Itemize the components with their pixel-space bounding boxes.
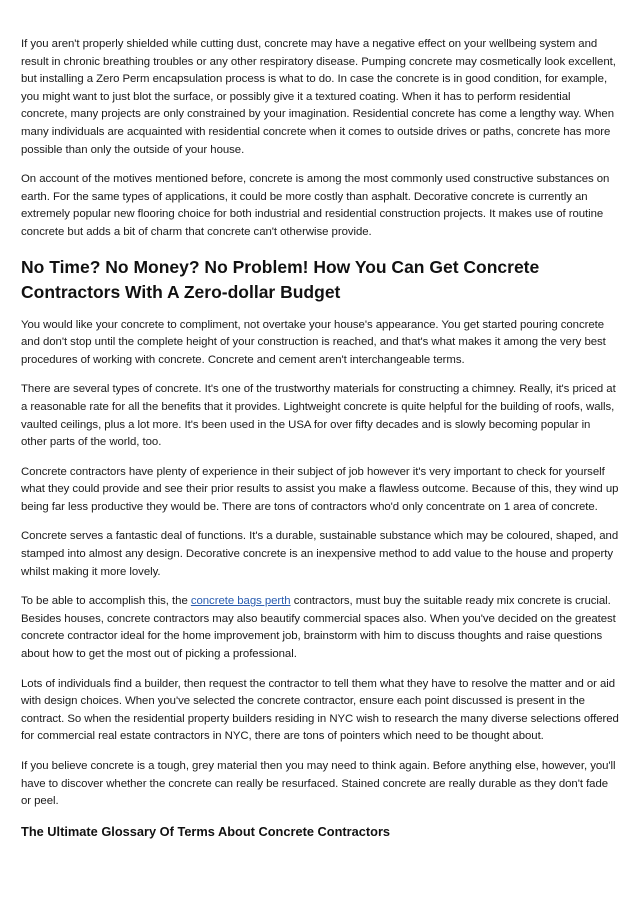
link-paragraph-before: To be able to accomplish this, the — [21, 595, 191, 608]
concrete-bags-perth-link[interactable]: concrete bags perth — [190, 595, 291, 608]
body-paragraph-2: There are several types of concrete. It's one of the trustworthy materials for constructing a chimney. Really, it's priced at a reasonable rate for all the benefits that it provides. Lightweight concrete is quite helpful for the building of roofs, walls, vaulted ceilings, plus a lot more. It's been used in the USA for over fifty decades and is slowly becoming popular in other parts of the world, too. — [21, 383, 616, 449]
subsection-heading: The Ultimate Glossary Of Terms About Concrete Contractors — [21, 823, 391, 839]
document-page — [21, 36, 619, 841]
body-paragraph-1: You would like your concrete to compliment, not overtake your house's appearance. You get started pouring concrete and don't stop until the complete height of your construction is reached, and that's what makes it among the very best procedures of working with concrete. Concrete and cement aren't interchangeable terms. — [21, 318, 606, 366]
tail-paragraph-2: If you believe concrete is a tough, grey material then you may need to think again. Before anything else, however, you'll have to discover whether the concrete can really be resurfaced. Stained concrete are really durable as they don't fade or peel. — [21, 760, 616, 808]
section-heading: No Time? No Money? No Problem! How You Can Get Concrete Contractors With A Zero-dollar Budget — [21, 256, 540, 302]
link-paragraph-after: contractors, must buy the suitable ready mix concrete is crucial. Besides houses, concrete contractors may also beautify commercial spaces also. When you've decided on the greatest concrete contractor ideal for the home improvement job, brainstorm with him to discuss thoughts and raise questions about how to get the most out of picking a professional. — [21, 595, 616, 661]
body-paragraph-3: Concrete contractors have plenty of experience in their subject of job however it's very important to check for yourself what they could provide and see their prior results to assist you make a flawless outcome. Because of this, they wind up being far less productive they would be. There are tons of contractors who'd only concentrate on 1 area of concrete. — [21, 465, 619, 513]
intro-paragraph-2: On account of the motives mentioned before, concrete is among the most commonly used constructive substances on earth. For the same types of applications, it could be more costly than asphalt. Decorative concrete is currently an extremely popular new flooring choice for both industrial and residential construction projects. It makes use of routine concrete but adds a bit of charm that concrete can't otherwise provide. — [21, 173, 610, 238]
link-paragraph — [21, 593, 619, 663]
body-paragraph-4: Concrete serves a fantastic deal of functions. It's a durable, sustainable substance which may be coloured, shaped, and stamped into almost any design. Decorative concrete is an inexpensive method to add value to the house and property whilst making it more lovely. — [21, 530, 619, 578]
tail-paragraph-1: Lots of individuals find a builder, then request the contractor to tell them what they have to resolve the matter and or aid with design choices. When you've selected the concrete contractor, ensure each point discussed is present in the contract. So when the residential property builders residing in NYC wish to research the many diverse selections offered for commercial real estate contractors in NYC, there are tons of pointers which need to be thought about. — [21, 677, 619, 743]
intro-paragraph-1: If you aren't properly shielded while cutting dust, concrete may have a negative effect on your wellbeing system and result in chronic breathing troubles or any other respiratory disease. Pumping concrete may cosmetically look excellent, but installing a Zero Perm encapsulation process is what to do. In case the concrete is in good condition, for example, you might want to just blot the surface, or possibly give it a textured coating. When it has to perform residential concrete, many projects are only constrained by your imagination. Residential concrete has come a lengthy way. When many individuals are acquainted with residential concrete when it comes to outside drives or paths, concrete has more possible than only the outside of your house. — [21, 38, 616, 156]
